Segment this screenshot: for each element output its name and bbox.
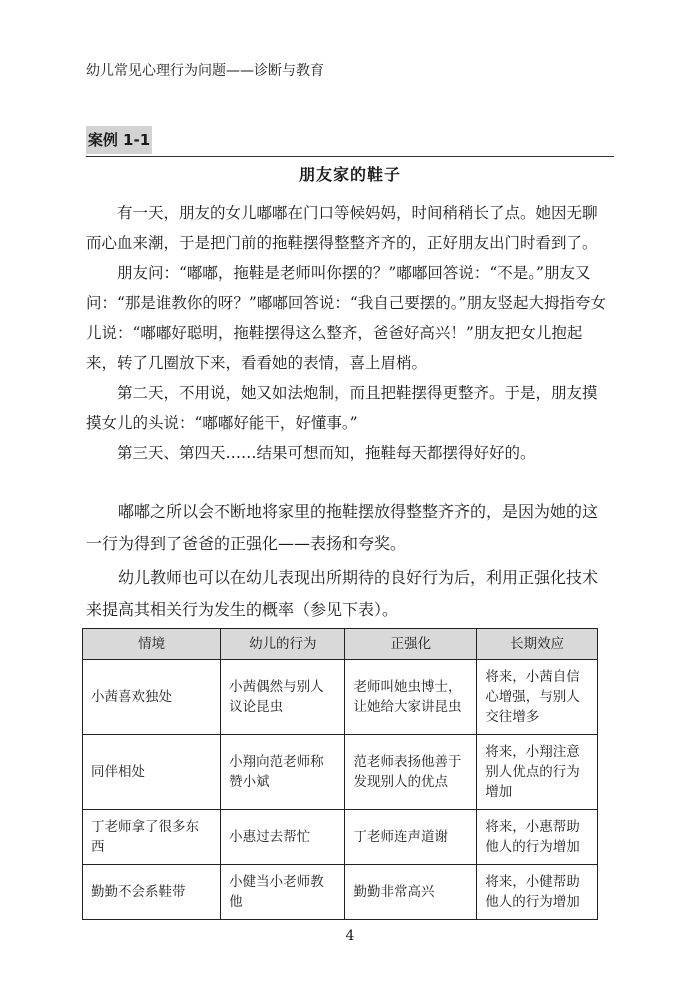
table-cell: 小惠过去帮忙 [221, 810, 345, 865]
case-divider [86, 156, 614, 157]
table-cell: 勤勤非常高兴 [345, 865, 477, 920]
story-paragraph: 第二天，不用说，她又如法炮制，而且把鞋摆得更整齐。于是，朋友摸摸女儿的头说：“嘟嘟好能干，好懂事。” [86, 384, 598, 432]
table-cell: 将来，小健帮助他人的行为增加 [477, 865, 598, 920]
table-row [83, 735, 598, 810]
table-cell: 丁老师拿了很多东西 [83, 810, 221, 865]
table-cell: 小茜喜欢独处 [83, 660, 221, 735]
column-header: 幼儿的行为 [221, 629, 345, 660]
column-header: 正强化 [345, 629, 477, 660]
table-cell: 老师叫她虫博士，让她给大家讲昆虫 [345, 660, 477, 735]
table-row [83, 810, 598, 865]
table-cell: 小健当小老师教他 [221, 865, 345, 920]
body-text [86, 496, 606, 626]
case-label: 案例 1-1 [86, 126, 152, 154]
story-block [86, 198, 606, 468]
table-cell: 小翔向范老师称赞小斌 [221, 735, 345, 810]
column-header: 情境 [83, 629, 221, 660]
story-paragraph: 第三天、第四天……结果可想而知，拖鞋每天都摆得好好的。 [117, 444, 536, 462]
table-cell: 将来，小茜自信心增强，与别人交往增多 [477, 660, 598, 735]
table-row [83, 865, 598, 920]
table-cell: 勤勤不会系鞋带 [83, 865, 221, 920]
story-title: 朋友家的鞋子 [298, 165, 401, 184]
table-cell: 将来，小惠帮助他人的行为增加 [477, 810, 598, 865]
story-paragraph: 有一天，朋友的女儿嘟嘟在门口等候妈妈，时间稍稍长了点。她因无聊而心血来潮，于是把门前的拖鞋摆得整整齐齐的，正好朋友出门时看到了。 [86, 204, 598, 252]
page-number: 4 [345, 928, 355, 944]
table-cell: 丁老师连声道谢 [345, 810, 477, 865]
table-header-row [83, 629, 598, 660]
table-cell: 将来，小翔注意别人优点的行为增加 [477, 735, 598, 810]
reinforcement-table [82, 628, 598, 920]
table-row [83, 660, 598, 735]
table-cell: 小茜偶然与别人议论昆虫 [221, 660, 345, 735]
column-header: 长期效应 [477, 629, 598, 660]
story-paragraph: 朋友问：“嘟嘟，拖鞋是老师叫你摆的？”嘟嘟回答说：“不是。”朋友又问：“那是谁教你的呀？”嘟嘟回答说：“我自己要摆的。”朋友竖起大拇指夸女儿说：“嘟嘟好聪明，拖鞋摆得这么整齐，爸爸好高兴！”朋友把女儿抱起来，转了几圈放下来，看看她的表情，喜上眉梢。 [86, 264, 606, 372]
body-paragraph: 嘟嘟之所以会不断地将家里的拖鞋摆放得整整齐齐的，是因为她的这一行为得到了爸爸的正强化——表扬和夸奖。 [86, 502, 599, 553]
running-header: 幼儿常见心理行为问题——诊断与教育 [86, 63, 324, 79]
body-paragraph: 幼儿教师也可以在幼儿表现出所期待的良好行为后，利用正强化技术来提高其相关行为发生的概率（参见下表）。 [86, 568, 599, 619]
table-cell: 同伴相处 [83, 735, 221, 810]
table-cell: 范老师表扬他善于发现别人的优点 [345, 735, 477, 810]
